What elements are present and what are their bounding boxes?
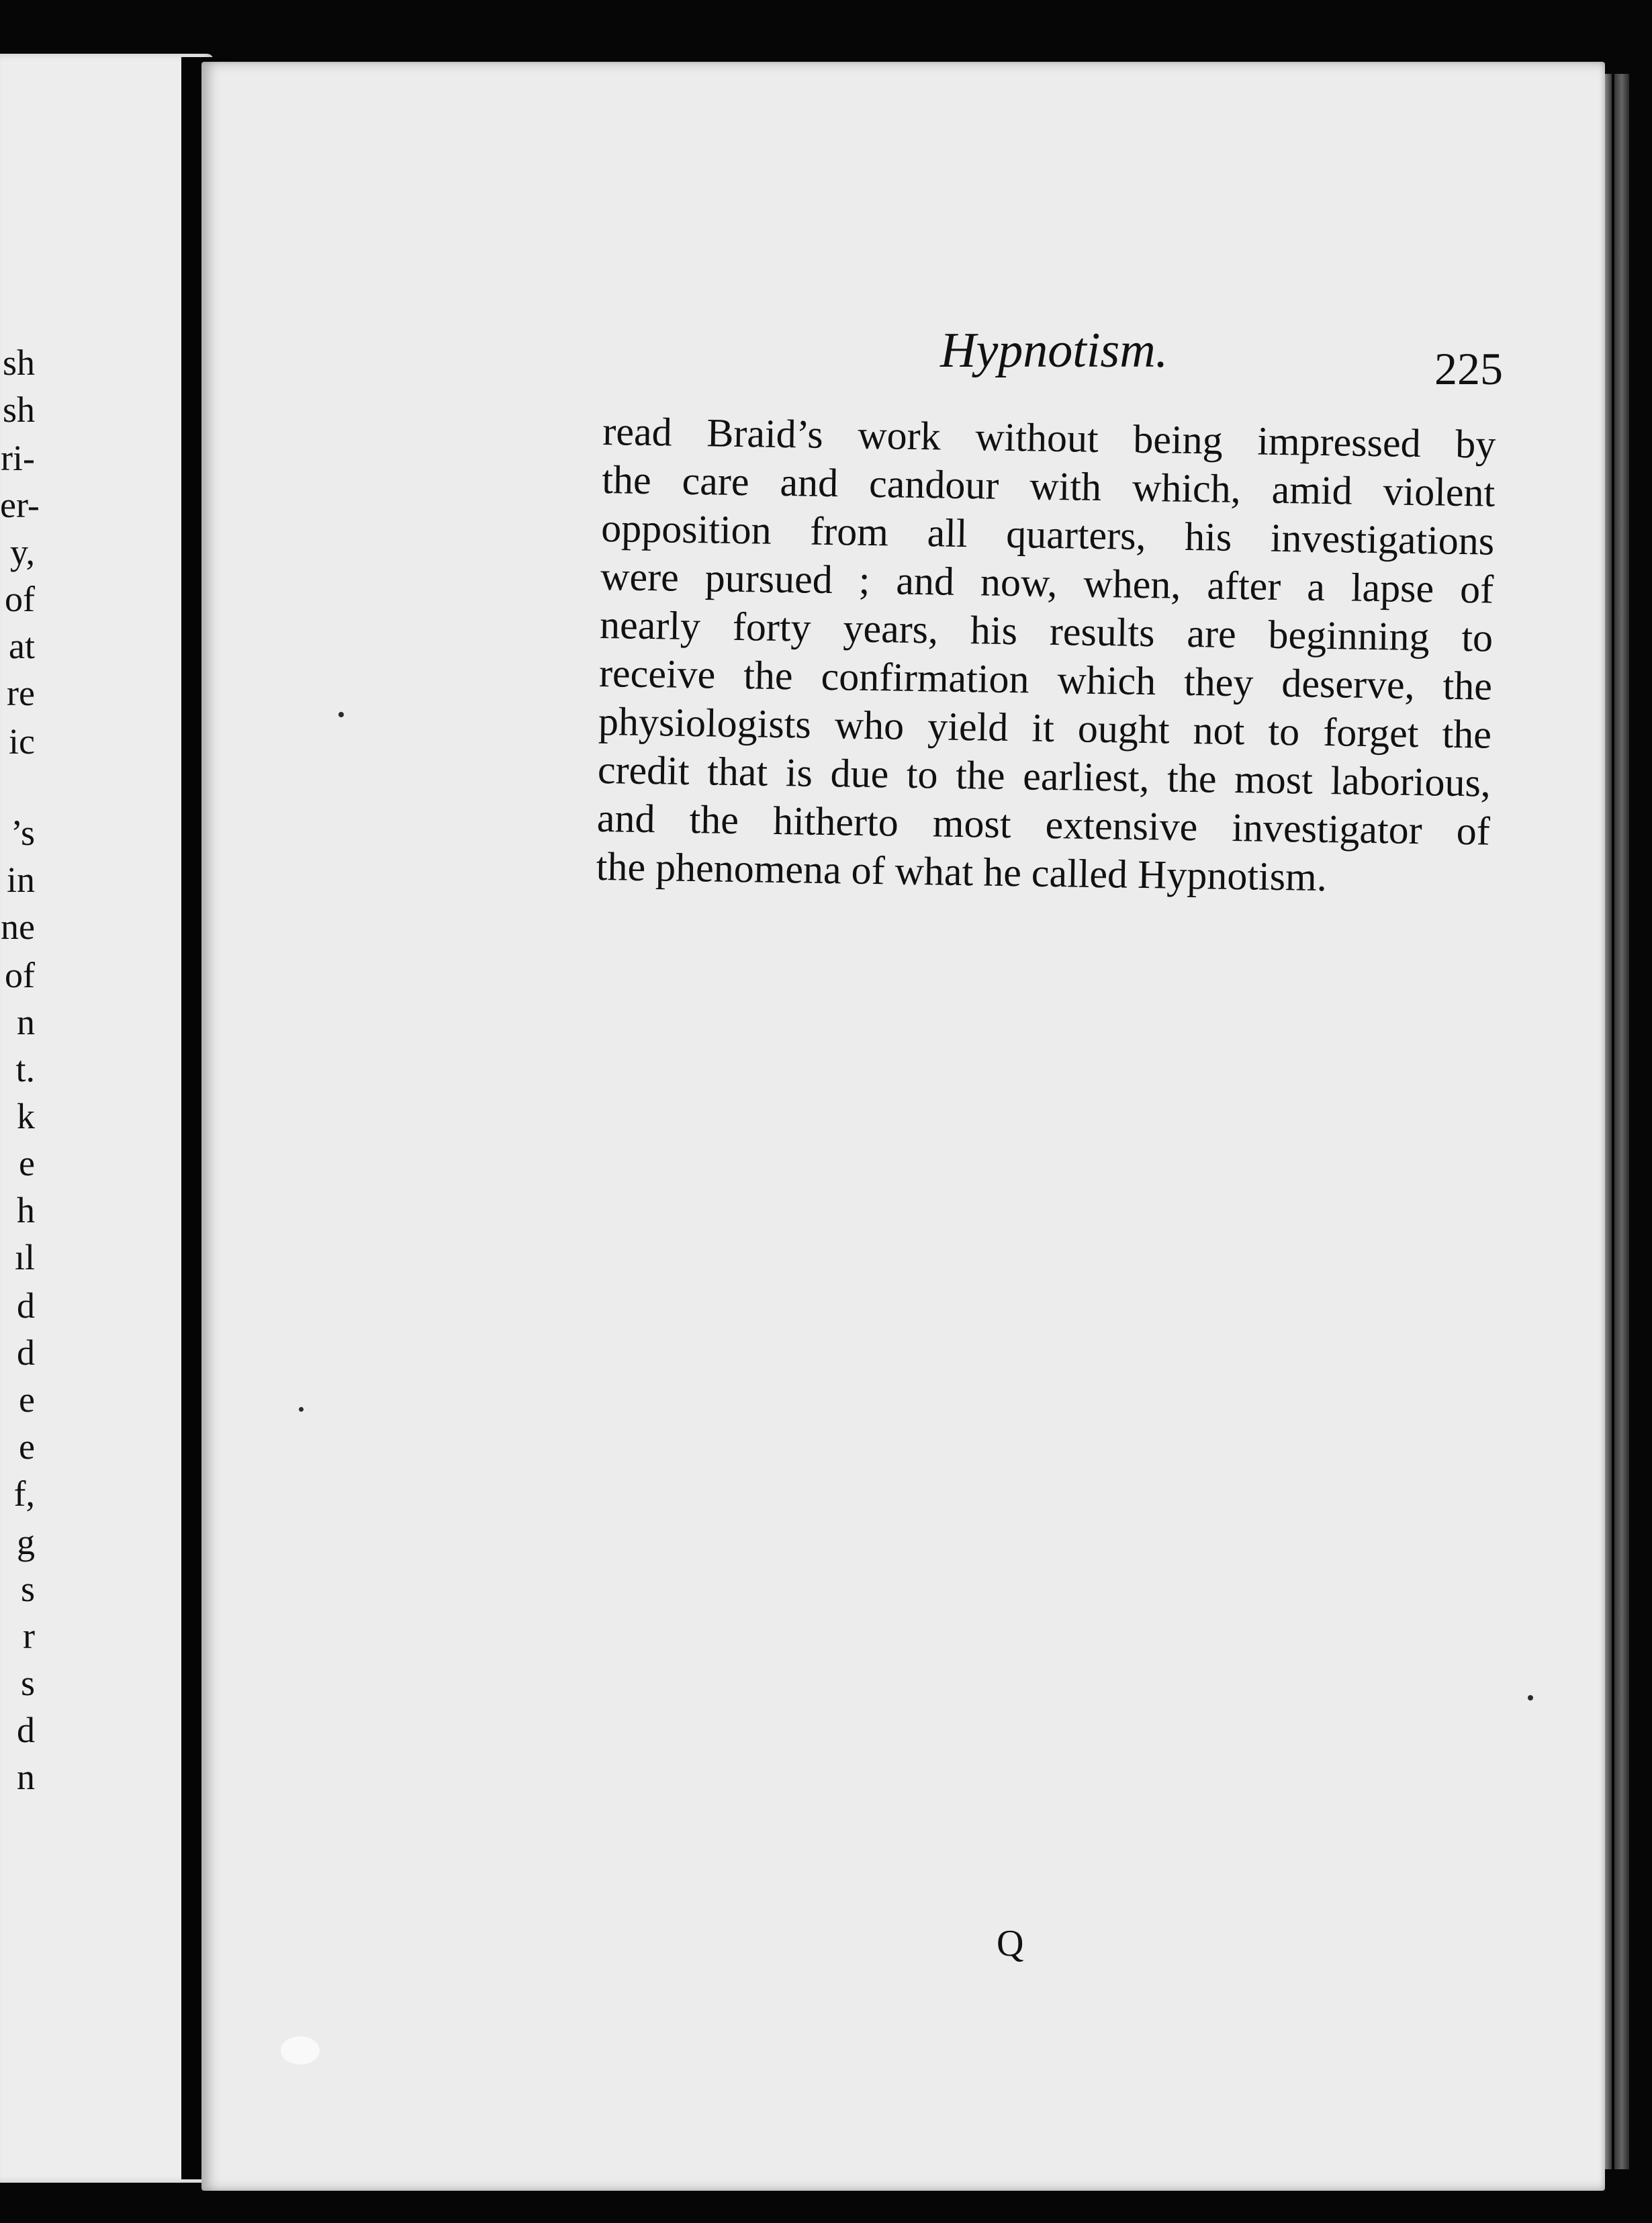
- facing-page-line-fragment: at: [9, 626, 35, 666]
- facing-page-line-fragment: n: [17, 1002, 35, 1042]
- facing-page-line-fragment: in: [6, 860, 35, 900]
- facing-page-line-fragment: t.: [15, 1049, 35, 1089]
- facing-page-line-fragment: d: [17, 1285, 35, 1326]
- facing-page-line-fragment: d: [17, 1332, 35, 1373]
- text-line: credit that is due to the earliest, the most laborious,: [597, 747, 1492, 805]
- facing-page-line-fragment: ne: [1, 907, 35, 947]
- facing-page-line-fragment: e: [19, 1379, 35, 1420]
- ink-speck: [299, 1407, 304, 1412]
- paper-blemish: [281, 2036, 320, 2065]
- facing-page-line-fragment: f,: [13, 1473, 35, 1514]
- facing-page-line-fragment: s: [20, 1569, 35, 1609]
- text-line: were pursued ; and now, when, after a lapse of: [600, 553, 1494, 612]
- facing-page-line-fragment: ’s: [10, 813, 35, 853]
- facing-page-line-fragment: y,: [10, 532, 35, 572]
- facing-page-line-fragment: g: [17, 1522, 35, 1562]
- text-line: nearly forty years, his results are beginning to: [599, 602, 1494, 660]
- signature-mark: Q: [997, 1923, 1024, 1964]
- facing-page-line-fragment: ri-: [1, 438, 35, 478]
- ink-speck: [338, 712, 344, 717]
- page-edge-stack: [1614, 74, 1629, 2169]
- facing-page-line-fragment: d: [17, 1710, 35, 1750]
- facing-page-line-fragment: ic: [9, 721, 35, 762]
- text-line: receive the confirmation which they deserve, the: [598, 650, 1493, 709]
- facing-page-line-fragment: sh: [2, 390, 35, 430]
- body-paragraph: [596, 407, 1496, 904]
- text-line: opposition from all quarters, his investigations: [600, 505, 1495, 563]
- facing-page-line-fragment: n: [17, 1757, 35, 1797]
- facing-page-line-fragment: ıl: [14, 1237, 35, 1277]
- facing-page-line-fragment: k: [17, 1096, 35, 1136]
- facing-page-line-fragment: re: [7, 673, 35, 713]
- facing-page-line-fragment: er-: [0, 485, 40, 525]
- facing-page-line-fragment: s: [20, 1663, 35, 1703]
- facing-page-line-fragment: e: [19, 1426, 35, 1467]
- recto-page: [201, 62, 1605, 2191]
- running-title: Hypnotism.: [940, 323, 1168, 378]
- facing-page-line-fragment: e: [19, 1143, 35, 1183]
- facing-page-line-fragment: of: [5, 955, 35, 995]
- text-line: physiologists who yield it ought not to forget the: [598, 698, 1492, 757]
- facing-page-line-fragment: r: [23, 1616, 35, 1656]
- facing-page-line-fragment: sh: [2, 343, 35, 383]
- page-number: 225: [1434, 343, 1503, 394]
- text-line: the care and candour with which, amid violent: [601, 457, 1496, 515]
- ink-speck: [1528, 1695, 1533, 1700]
- text-line: the phenomena of what he called Hypnotism.: [596, 844, 1328, 900]
- text-line: and the hitherto most extensive investigator of: [596, 795, 1491, 854]
- facing-page-line-fragment: h: [17, 1190, 35, 1230]
- text-line: read Braid’s work without being impressed by: [602, 408, 1496, 467]
- facing-page-line-fragment: of: [5, 579, 35, 619]
